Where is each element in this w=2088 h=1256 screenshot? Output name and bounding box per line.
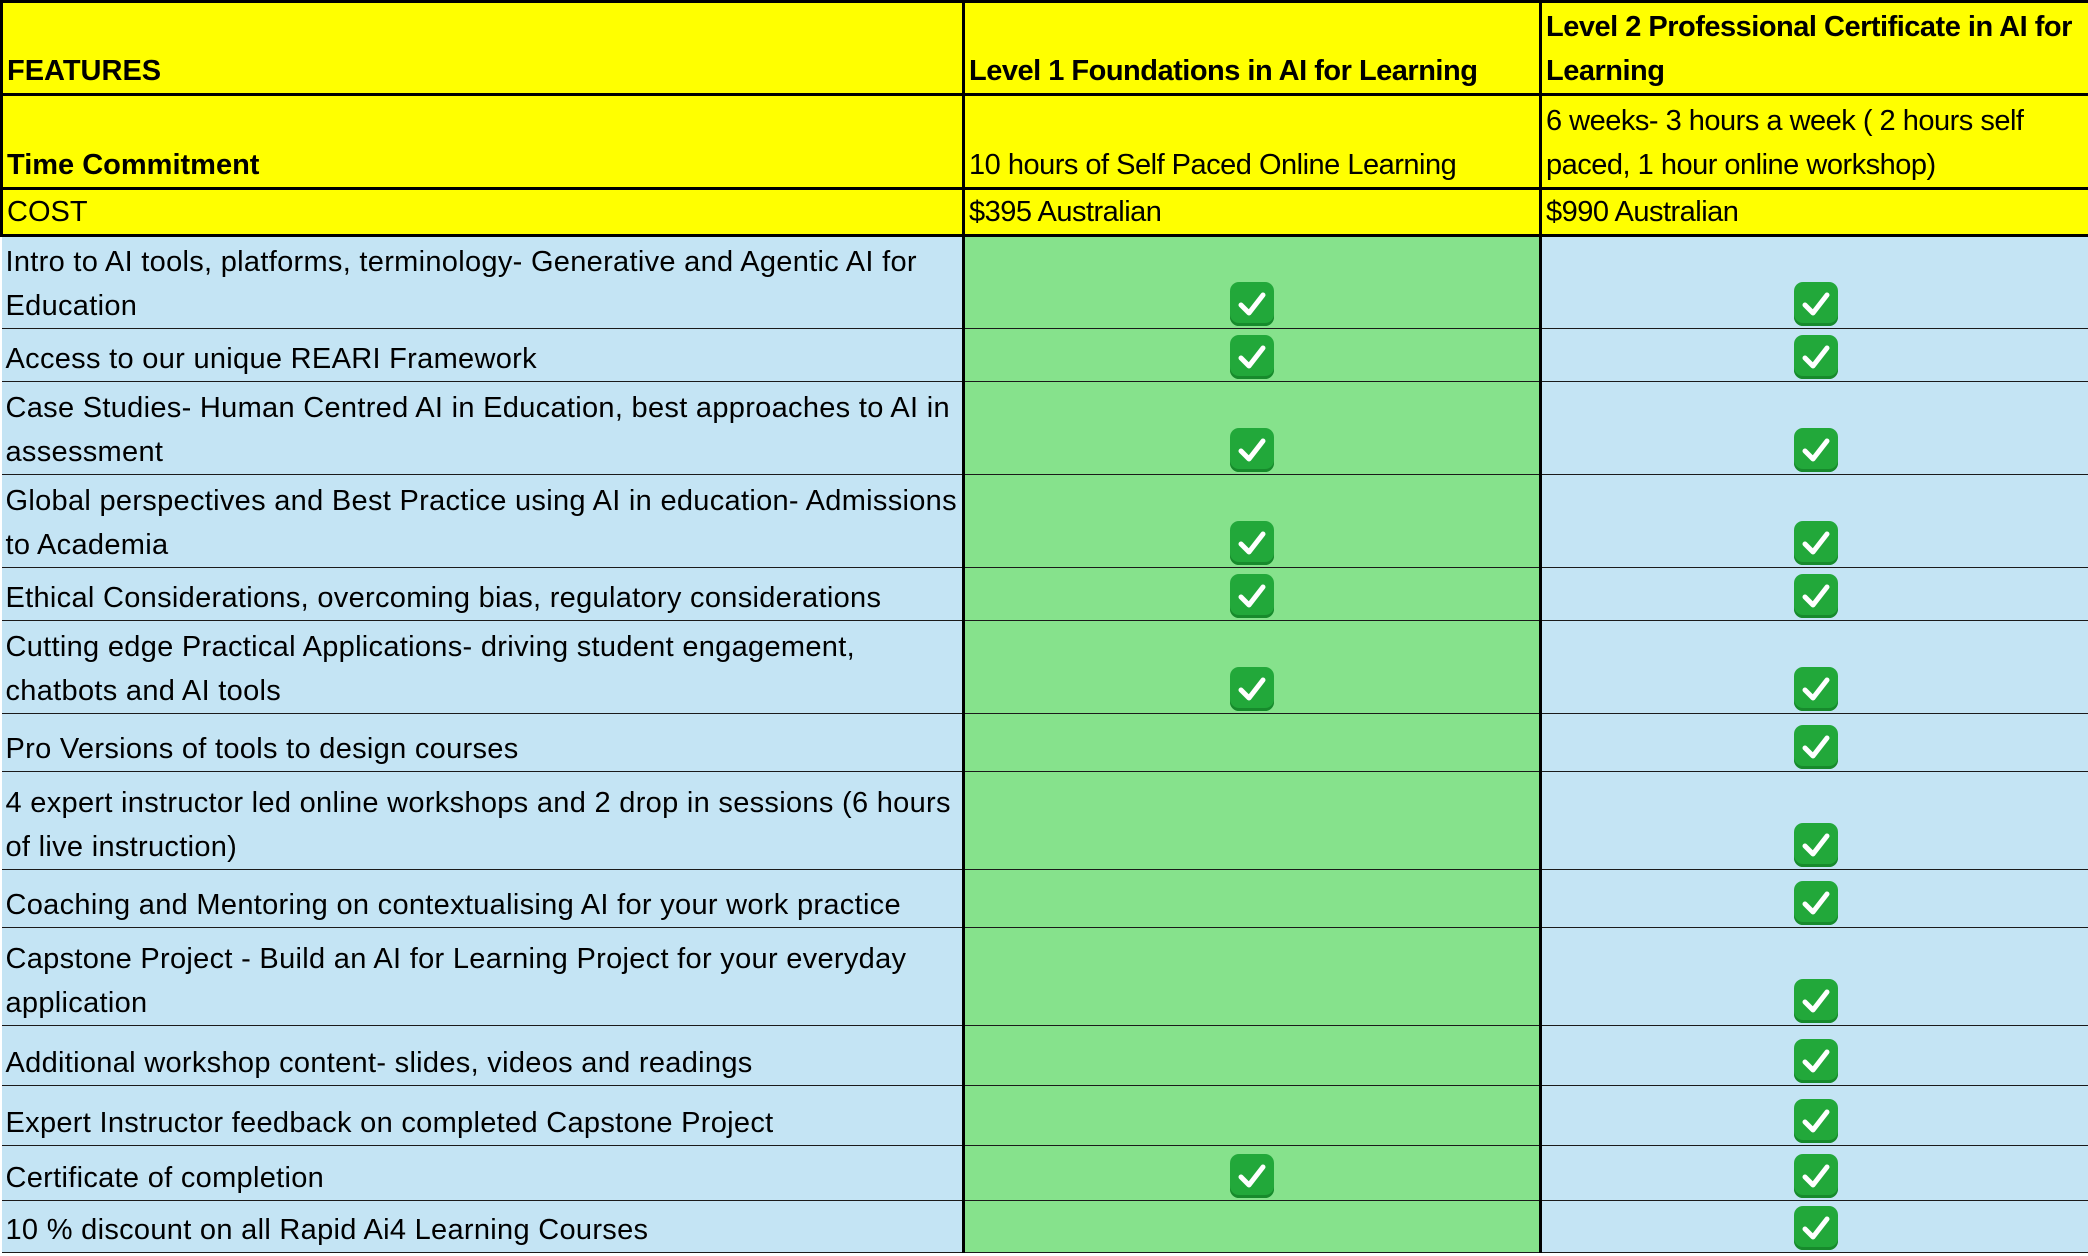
- feature-label-line1: Global perspectives and Best Practice using AI in education- Admissions: [5, 485, 957, 517]
- feature-row: [2, 475, 2088, 568]
- level2-header: [1541, 2, 2088, 95]
- level2-feature-cell: [1541, 1201, 2088, 1253]
- feature-label: [2, 568, 964, 621]
- feature-label: [2, 928, 964, 1026]
- cost-row: [2, 189, 2088, 236]
- level2-feature-cell: [1541, 236, 2088, 329]
- white-check-mark-icon: [1230, 335, 1274, 379]
- header-row: [2, 2, 2088, 95]
- white-check-mark-icon: [1794, 1154, 1838, 1198]
- feature-row: [2, 329, 2088, 382]
- level1-feature-cell: [964, 236, 1541, 329]
- feature-label: [2, 329, 964, 382]
- feature-row: [2, 772, 2088, 870]
- level1-feature-cell: [964, 870, 1541, 928]
- feature-label: [2, 236, 964, 329]
- white-check-mark-icon: [1794, 823, 1838, 867]
- level2-feature-cell: [1541, 382, 2088, 475]
- level1-feature-cell: [964, 568, 1541, 621]
- feature-label-line1: 10 % discount on all Rapid Ai4 Learning Courses: [5, 1214, 649, 1246]
- feature-label-line2: Education: [5, 290, 138, 322]
- white-check-mark-icon: [1794, 725, 1838, 769]
- feature-label-line1: Intro to AI tools, platforms, terminology- Generative and Agentic AI for: [5, 246, 917, 278]
- feature-label: [2, 621, 964, 714]
- feature-label-line1: Cutting edge Practical Applications- driving student engagement,: [5, 631, 855, 663]
- white-check-mark-icon: [1794, 1099, 1838, 1143]
- feature-label-line1: Pro Versions of tools to design courses: [5, 733, 519, 765]
- level2-feature-cell: [1541, 568, 2088, 621]
- level1-header: Level 1 Foundations in AI for Learning: [964, 2, 1541, 95]
- feature-row: [2, 928, 2088, 1026]
- time-commitment-label: Time Commitment: [2, 95, 964, 189]
- feature-label: [2, 475, 964, 568]
- level2-time-line1: 6 weeks- 3 hours a week ( 2 hours self: [1546, 105, 2024, 137]
- feature-row: [2, 568, 2088, 621]
- feature-label: [2, 1026, 964, 1086]
- level2-feature-cell: [1541, 870, 2088, 928]
- feature-row: [2, 1086, 2088, 1146]
- level2-feature-cell: [1541, 928, 2088, 1026]
- white-check-mark-icon: [1794, 574, 1838, 618]
- cost-label: COST: [2, 189, 964, 236]
- level2-feature-cell: [1541, 714, 2088, 772]
- feature-row: [2, 1201, 2088, 1253]
- feature-row: [2, 870, 2088, 928]
- time-commitment-row: [2, 95, 2088, 189]
- feature-row: [2, 621, 2088, 714]
- level1-feature-cell: [964, 621, 1541, 714]
- level2-feature-cell: [1541, 621, 2088, 714]
- feature-label-line1: 4 expert instructor led online workshops and 2 drop in sessions (6 hours: [5, 787, 951, 819]
- feature-label-line1: Additional workshop content- slides, videos and readings: [5, 1047, 753, 1079]
- level2-time-commitment: [1541, 95, 2088, 189]
- white-check-mark-icon: [1794, 667, 1838, 711]
- level1-feature-cell: [964, 1026, 1541, 1086]
- feature-label: [2, 714, 964, 772]
- level1-time-commitment: 10 hours of Self Paced Online Learning: [964, 95, 1541, 189]
- level1-feature-cell: [964, 382, 1541, 475]
- white-check-mark-icon: [1794, 1206, 1838, 1250]
- level2-time-line2: paced, 1 hour online workshop): [1546, 149, 1936, 181]
- level2-feature-cell: [1541, 772, 2088, 870]
- level2-feature-cell: [1541, 1086, 2088, 1146]
- white-check-mark-icon: [1794, 428, 1838, 472]
- feature-label-line2: to Academia: [5, 529, 169, 561]
- white-check-mark-icon: [1230, 1154, 1274, 1198]
- white-check-mark-icon: [1794, 335, 1838, 379]
- level2-feature-cell: [1541, 1026, 2088, 1086]
- level1-feature-cell: [964, 1086, 1541, 1146]
- white-check-mark-icon: [1794, 1039, 1838, 1083]
- level1-feature-cell: [964, 329, 1541, 382]
- feature-label: [2, 1201, 964, 1253]
- white-check-mark-icon: [1230, 521, 1274, 565]
- level1-cost: $395 Australian: [964, 189, 1541, 236]
- feature-label: [2, 772, 964, 870]
- feature-label-line2: assessment: [5, 436, 164, 468]
- level1-feature-cell: [964, 1201, 1541, 1253]
- level2-header-line2: Learning: [1546, 55, 1665, 87]
- feature-label-line1: Certificate of completion: [5, 1162, 325, 1194]
- feature-label: [2, 1086, 964, 1146]
- level2-header-line1: Level 2 Professional Certificate in AI for: [1546, 11, 2072, 43]
- feature-row: [2, 236, 2088, 329]
- level2-feature-cell: [1541, 329, 2088, 382]
- white-check-mark-icon: [1794, 979, 1838, 1023]
- feature-row: [2, 382, 2088, 475]
- feature-label-line2: of live instruction): [5, 831, 238, 863]
- white-check-mark-icon: [1230, 574, 1274, 618]
- feature-label-line1: Case Studies- Human Centred AI in Education, best approaches to AI in: [5, 392, 950, 424]
- feature-row: [2, 714, 2088, 772]
- level2-feature-cell: [1541, 475, 2088, 568]
- feature-label-line2: application: [5, 987, 148, 1019]
- white-check-mark-icon: [1794, 282, 1838, 326]
- feature-label: [2, 382, 964, 475]
- feature-row: [2, 1146, 2088, 1201]
- feature-label: [2, 1146, 964, 1201]
- feature-row: [2, 1026, 2088, 1086]
- level2-cost: $990 Australian: [1541, 189, 2088, 236]
- white-check-mark-icon: [1794, 881, 1838, 925]
- level1-feature-cell: [964, 928, 1541, 1026]
- feature-label-line1: Ethical Considerations, overcoming bias, regulatory considerations: [5, 582, 882, 614]
- white-check-mark-icon: [1230, 282, 1274, 326]
- feature-label-line1: Capstone Project - Build an AI for Learning Project for your everyday: [5, 943, 907, 975]
- feature-label-line1: Coaching and Mentoring on contextualising AI for your work practice: [5, 889, 901, 921]
- feature-label: [2, 870, 964, 928]
- feature-label-line1: Expert Instructor feedback on completed Capstone Project: [5, 1107, 774, 1139]
- level1-feature-cell: [964, 772, 1541, 870]
- white-check-mark-icon: [1794, 521, 1838, 565]
- level1-feature-cell: [964, 1146, 1541, 1201]
- features-header: FEATURES: [2, 2, 964, 95]
- feature-label-line1: Access to our unique REARI Framework: [5, 343, 537, 375]
- level2-feature-cell: [1541, 1146, 2088, 1201]
- level1-feature-cell: [964, 475, 1541, 568]
- white-check-mark-icon: [1230, 428, 1274, 472]
- feature-label-line2: chatbots and AI tools: [5, 675, 282, 707]
- white-check-mark-icon: [1230, 667, 1274, 711]
- level1-feature-cell: [964, 714, 1541, 772]
